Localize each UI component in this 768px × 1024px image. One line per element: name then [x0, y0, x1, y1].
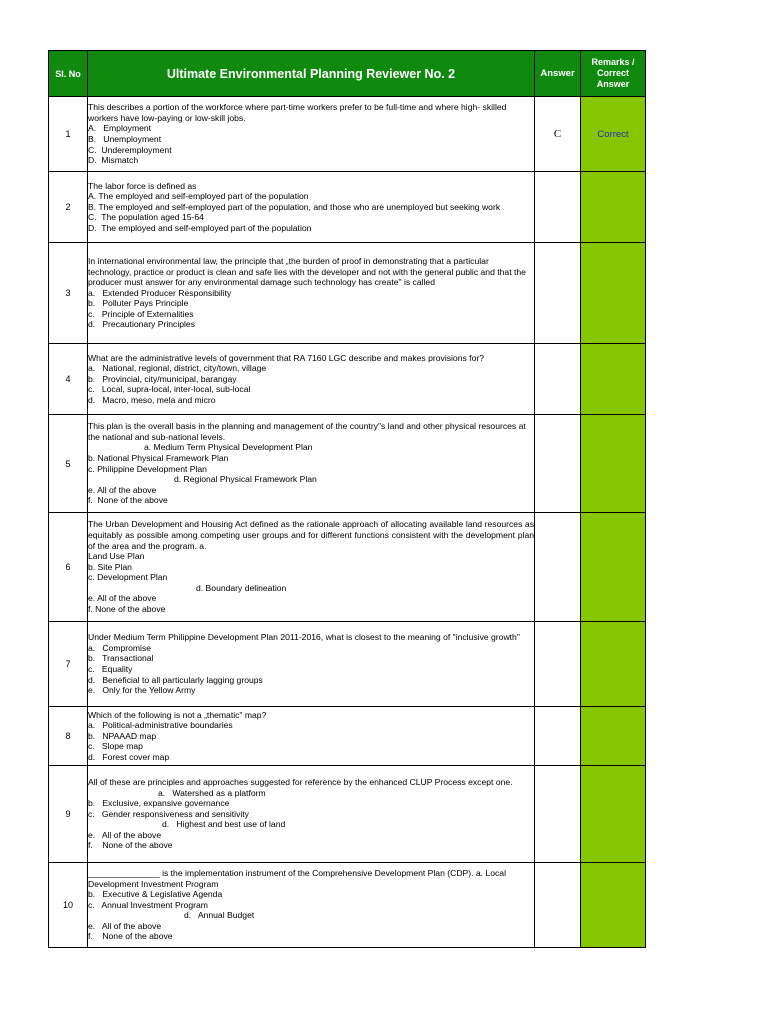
header-sl-no: Sl. No: [49, 51, 88, 97]
question-row: [49, 243, 646, 344]
question-option: a. National, regional, district, city/town, village: [88, 363, 267, 374]
question-number: 8: [49, 707, 88, 766]
remarks-cell[interactable]: [581, 415, 646, 513]
header-remarks-line1: Remarks /: [591, 57, 635, 67]
question-option: d. Annual Budget: [184, 910, 255, 921]
answer-cell[interactable]: [535, 622, 581, 707]
question-row: [49, 97, 646, 172]
question-option: b. Exclusive, expansive governance: [88, 798, 230, 809]
header-remarks-line2: Correct: [596, 68, 629, 78]
question-option: B. The employed and self-employed part of the population, and those who are unemployed but seeking work: [88, 201, 501, 212]
question-option: C. The population aged 15-64: [88, 212, 204, 223]
question-stem: The labor force is defined as: [88, 180, 197, 191]
question-number: 6: [49, 513, 88, 622]
question-cell: [88, 243, 535, 344]
question-number: 2: [49, 172, 88, 243]
remarks-cell[interactable]: [581, 863, 646, 948]
question-row: [49, 766, 646, 863]
remarks-cell[interactable]: [581, 766, 646, 863]
remarks-cell[interactable]: [581, 622, 646, 707]
question-option: e. Only for the Yellow Army: [88, 685, 196, 696]
question-option: a. Medium Term Physical Development Plan: [144, 442, 313, 453]
question-option: D. The employed and self-employed part of the population: [88, 222, 312, 233]
question-row: [49, 415, 646, 513]
question-option: d. Regional Physical Framework Plan: [174, 474, 317, 485]
question-stem: This describes a portion of the workforce where part-time workers prefer to be full-time and where high- skilled workers have low-paying or low-skill jobs.: [88, 102, 507, 123]
question-row: [49, 863, 646, 948]
question-option: c. Equality: [88, 664, 133, 674]
question-stem: Under Medium Term Philippine Development Plan 2011-2016, what is closest to the meaning of "inclusive growth": [88, 632, 520, 643]
question-option: C. Underemployment: [88, 144, 172, 155]
question-option: B. Unemployment: [88, 134, 162, 144]
question-stem: _______________ is the implementation instrument of the Comprehensive Development Plan (CDP). a. Local Development Investment Program: [88, 867, 506, 889]
question-option: A. The employed and self-employed part of the population: [88, 191, 309, 202]
question-option: b. Polluter Pays Principle: [88, 298, 189, 309]
question-cell: [88, 707, 535, 766]
header-remarks: [581, 51, 646, 97]
question-option: A. Employment: [88, 123, 152, 134]
question-option: f. None of the above: [88, 495, 168, 506]
question-option: c. Local, supra-local, inter-local, sub-local: [88, 384, 251, 395]
question-option: d. Forest cover map: [88, 751, 170, 762]
question-stem: The Urban Development and Housing Act defined as the rationale approach of allocating available land resources as equitably as possible among competing user groups and for different functions consistent with the development plan of the area and the program. a.: [88, 519, 534, 551]
question-option: e. All of the above: [88, 484, 157, 495]
question-cell: [88, 766, 535, 863]
question-option: d. Beneficial to all particularly lagging groups: [88, 674, 263, 685]
question-option: c. Annual Investment Program: [88, 899, 208, 910]
question-option: d. Macro, meso, mela and micro: [88, 394, 216, 405]
question-number: 1: [49, 97, 88, 172]
question-row: [49, 513, 646, 622]
answer-cell[interactable]: [535, 243, 581, 344]
question-option: f. None of the above: [88, 604, 166, 615]
question-option: D. Mismatch: [88, 155, 139, 166]
question-stem: Which of the following is not a „thematic" map?: [88, 709, 267, 720]
remarks-cell[interactable]: Correct: [581, 97, 646, 172]
answer-cell[interactable]: [535, 172, 581, 243]
question-row: [49, 622, 646, 707]
question-option: e. All of the above: [88, 593, 157, 604]
question-option: f. None of the above: [88, 840, 173, 851]
question-stem: In international environmental law, the principle that „the burden of proof in demonstrating that a particular technology, practice or product is clean and safe lies with the developer and not with the general public and that the producer must answer for any environmental damage such technology has create" is called: [88, 255, 526, 288]
header-answer: Answer: [535, 51, 581, 97]
remarks-cell[interactable]: [581, 707, 646, 766]
remarks-cell[interactable]: [581, 513, 646, 622]
question-cell: [88, 622, 535, 707]
question-cell: [88, 513, 535, 622]
question-option: d. Highest and best use of land: [162, 819, 286, 830]
question-option: e. All of the above: [88, 920, 162, 931]
question-row: [49, 172, 646, 243]
reviewer-sheet: [48, 50, 646, 948]
answer-cell[interactable]: [535, 344, 581, 415]
question-option: Land Use Plan: [88, 551, 145, 562]
question-number: 7: [49, 622, 88, 707]
question-option: c. Principle of Externalities: [88, 308, 194, 319]
question-option: f. None of the above: [88, 931, 173, 942]
answer-cell[interactable]: [535, 707, 581, 766]
question-row: [49, 344, 646, 415]
question-number: 4: [49, 344, 88, 415]
question-stem: What are the administrative levels of government that RA 7160 LGC describe and makes provisions for?: [88, 352, 484, 363]
question-number: 3: [49, 243, 88, 344]
question-option: a. Political-administrative boundaries: [88, 720, 233, 731]
remarks-cell[interactable]: [581, 344, 646, 415]
question-cell: [88, 97, 535, 172]
answer-cell[interactable]: C: [535, 97, 581, 172]
question-option: b. NPAAAD map: [88, 730, 157, 741]
header-title: Ultimate Environmental Planning Reviewer No. 2: [88, 51, 535, 97]
question-number: 5: [49, 415, 88, 513]
question-option: a. Watershed as a platform: [158, 787, 266, 798]
question-option: c. Gender responsiveness and sensitivity: [88, 808, 249, 819]
question-number: 10: [49, 863, 88, 948]
question-option: b. Site Plan: [88, 561, 132, 572]
remarks-cell[interactable]: [581, 172, 646, 243]
question-option: b. National Physical Framework Plan: [88, 452, 229, 463]
answer-cell[interactable]: [535, 766, 581, 863]
question-option: b. Transactional: [88, 653, 154, 664]
question-option: b. Provincial, city/municipal, barangay: [88, 373, 237, 384]
question-option: c. Development Plan: [88, 572, 168, 583]
question-option: a. Compromise: [88, 642, 152, 653]
question-cell: [88, 415, 535, 513]
question-stem: This plan is the overall basis in the planning and management of the country"s land and other physical resources at the national and sub-national levels.: [88, 421, 526, 442]
question-option: e. All of the above: [88, 829, 162, 840]
question-option: c. Philippine Development Plan: [88, 463, 207, 474]
question-cell: [88, 172, 535, 243]
question-option: c. Slope map: [88, 741, 143, 752]
header-remarks-line3: Answer: [596, 79, 630, 89]
answer-cell[interactable]: [535, 863, 581, 948]
question-option: b. Executive & Legislative Agenda: [88, 889, 223, 900]
question-cell: [88, 863, 535, 948]
remarks-cell[interactable]: [581, 243, 646, 344]
answer-cell[interactable]: [535, 513, 581, 622]
question-row: [49, 707, 646, 766]
answer-cell[interactable]: [535, 415, 581, 513]
question-option: a. Extended Producer Responsibility: [88, 287, 232, 298]
question-option: d. Boundary delineation: [196, 582, 287, 593]
question-cell: [88, 344, 535, 415]
question-option: d. Precautionary Principles: [88, 319, 195, 330]
question-stem: All of these are principles and approaches suggested for reference by the enhanced CLUP Process except one.: [88, 776, 513, 787]
header-row: [49, 51, 646, 97]
question-number: 9: [49, 766, 88, 863]
